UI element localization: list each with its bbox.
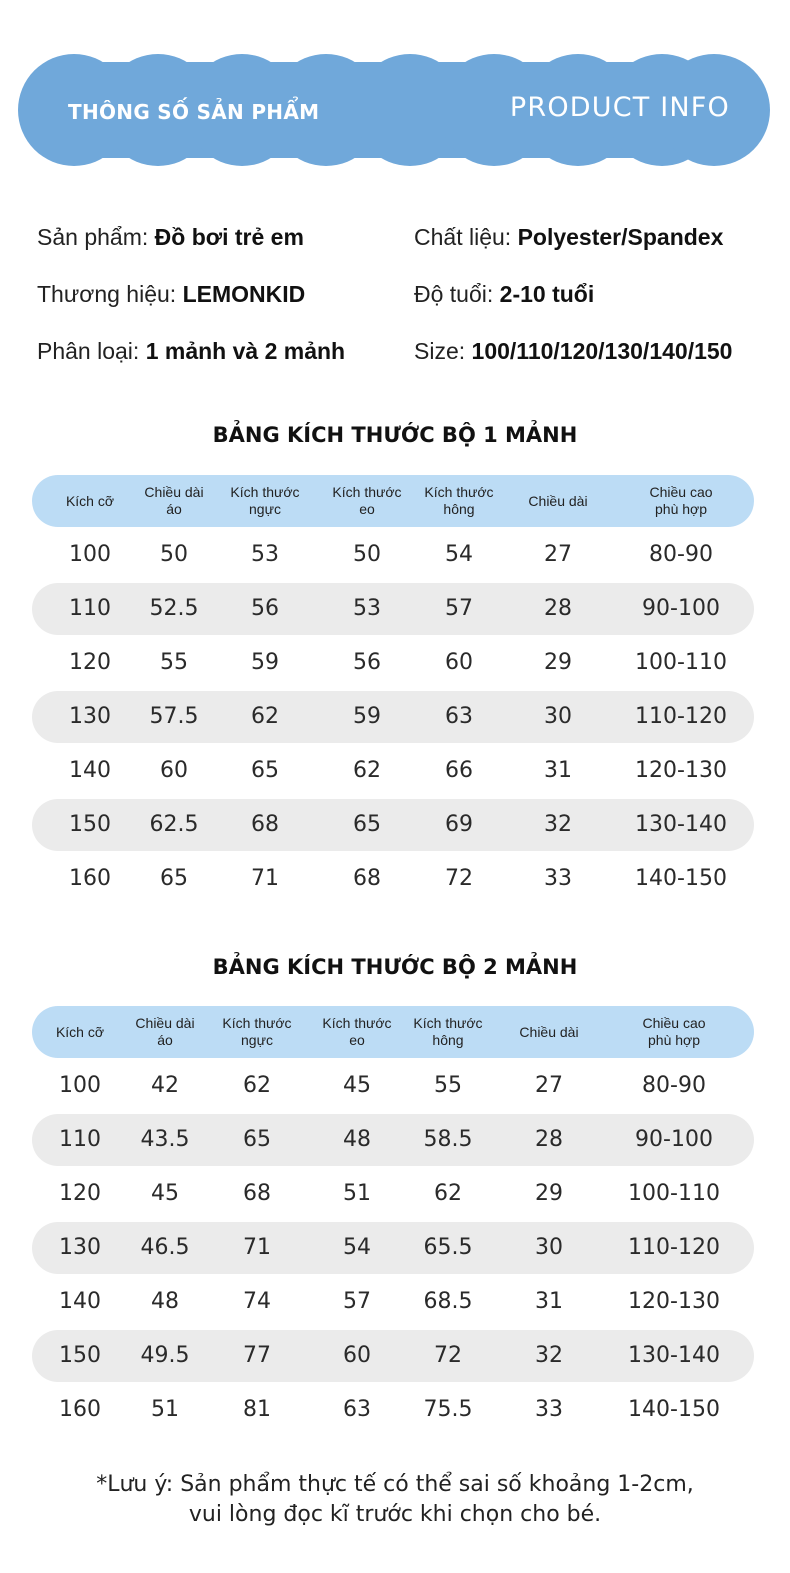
cell-waist: 65	[353, 812, 381, 837]
table-row	[32, 799, 754, 851]
info-value: Đồ bơi trẻ em	[154, 224, 304, 250]
header-hip	[413, 1006, 482, 1058]
header-line: Chiều dài	[519, 1023, 579, 1040]
cell-height: 100-110	[635, 650, 727, 675]
header-line: phù hợp	[654, 501, 708, 517]
cell-waist: 51	[343, 1181, 371, 1206]
cell-length: 31	[535, 1289, 563, 1314]
cell-chest: 68	[243, 1181, 271, 1206]
note-line-2: vui lòng đọc kĩ trước khi chọn cho bé.	[188, 1502, 602, 1527]
header-line: Chiều dài	[144, 484, 204, 500]
table-row	[32, 691, 754, 743]
cell-waist: 56	[353, 650, 381, 675]
cell-hip: 58.5	[423, 1127, 473, 1152]
info-label: Chất liệu:	[414, 224, 518, 250]
cell-chest: 62	[251, 704, 279, 729]
cell-size: 140	[69, 758, 111, 783]
cell-chest: 56	[251, 596, 279, 621]
cell-hip: 68.5	[423, 1289, 473, 1314]
cell-length: 33	[544, 866, 572, 891]
cell-size: 160	[69, 866, 111, 891]
header-line: Kích thước	[222, 1015, 292, 1031]
cell-length: 29	[535, 1181, 563, 1206]
cell-length: 30	[535, 1235, 563, 1260]
cell-top-length: 49.5	[140, 1343, 190, 1368]
cell-height: 120-130	[635, 758, 727, 783]
header-line: ngực	[241, 1032, 273, 1048]
info-value: 2-10 tuổi	[499, 281, 595, 307]
header-line: Kích thước	[230, 484, 300, 500]
cell-top-length: 60	[160, 758, 188, 783]
info-label: Sản phẩm:	[37, 224, 155, 250]
note-line-1: *Lưu ý: Sản phẩm thực tế có thể sai số khoảng 1-2cm,	[96, 1472, 694, 1497]
cell-height: 80-90	[642, 1073, 706, 1098]
cell-length: 32	[535, 1343, 563, 1368]
cell-top-length: 45	[151, 1181, 179, 1206]
table-row	[32, 637, 754, 689]
cell-waist: 53	[353, 596, 381, 621]
table-row	[32, 1330, 754, 1382]
table-row	[32, 745, 754, 797]
cell-waist: 50	[353, 542, 381, 567]
cell-size: 130	[69, 704, 111, 729]
header-line: ngực	[249, 501, 281, 517]
cell-chest: 71	[251, 866, 279, 891]
cell-size: 100	[69, 542, 111, 567]
table-row	[32, 1060, 754, 1112]
header-line: áo	[157, 1032, 173, 1048]
cell-top-length: 62.5	[149, 812, 199, 837]
table-row	[32, 1384, 754, 1436]
cell-length: 27	[544, 542, 572, 567]
cell-chest: 53	[251, 542, 279, 567]
table-1-title: BẢNG KÍCH THƯỚC BỘ 1 MẢNH	[212, 423, 578, 447]
cell-hip: 57	[445, 596, 473, 621]
cell-size: 140	[59, 1289, 101, 1314]
header-top-length	[135, 1006, 194, 1058]
info-age	[414, 281, 594, 308]
info-brand	[37, 281, 305, 308]
header-line: Chiều cao	[642, 1015, 706, 1031]
header-line: Kích thước	[413, 1015, 483, 1031]
table-row	[32, 1168, 754, 1220]
cell-hip: 65.5	[423, 1235, 473, 1260]
cell-height: 120-130	[628, 1289, 720, 1314]
cell-size: 120	[69, 650, 111, 675]
table-row	[32, 1276, 754, 1328]
cell-size: 150	[69, 812, 111, 837]
table-row	[32, 529, 754, 581]
cell-waist: 57	[343, 1289, 371, 1314]
header-height	[649, 475, 712, 527]
cell-height: 90-100	[642, 596, 720, 621]
table-row	[32, 583, 754, 635]
cell-length: 31	[544, 758, 572, 783]
cell-hip: 75.5	[423, 1397, 473, 1422]
info-label: Phân loại:	[37, 338, 146, 364]
cell-chest: 68	[251, 812, 279, 837]
info-product	[37, 224, 304, 251]
header-length	[519, 1006, 578, 1058]
product-info-banner	[0, 0, 790, 180]
cell-chest: 65	[251, 758, 279, 783]
cell-waist: 48	[343, 1127, 371, 1152]
cell-size: 160	[59, 1397, 101, 1422]
table-header	[32, 1006, 754, 1058]
size-table-1-piece	[32, 475, 754, 905]
cell-chest: 59	[251, 650, 279, 675]
header-size	[66, 475, 114, 527]
cell-top-length: 51	[151, 1397, 179, 1422]
cell-length: 28	[544, 596, 572, 621]
info-value: LEMONKID	[182, 281, 306, 307]
header-chest	[222, 1006, 291, 1058]
cell-top-length: 46.5	[140, 1235, 190, 1260]
cell-height: 90-100	[635, 1127, 713, 1152]
cell-top-length: 65	[160, 866, 188, 891]
banner-title-en: PRODUCT INFO	[509, 92, 730, 123]
header-line: Kích thước	[322, 1015, 392, 1031]
cell-top-length: 55	[160, 650, 188, 675]
table-row	[32, 1114, 754, 1166]
header-line: hông	[432, 1032, 464, 1048]
cell-chest: 77	[243, 1343, 271, 1368]
header-line: Chiều cao	[649, 484, 713, 500]
cell-size: 110	[69, 596, 111, 621]
cell-top-length: 57.5	[149, 704, 199, 729]
header-size	[56, 1006, 104, 1058]
table-row	[32, 853, 754, 905]
info-value: 1 mảnh và 2 mảnh	[145, 338, 346, 364]
cell-waist: 54	[343, 1235, 371, 1260]
cell-waist: 63	[343, 1397, 371, 1422]
header-line: Chiều dài	[135, 1015, 195, 1031]
cell-length: 29	[544, 650, 572, 675]
size-table-2-piece	[32, 1006, 754, 1436]
header-line: phù hợp	[647, 1032, 701, 1048]
cell-length: 28	[535, 1127, 563, 1152]
cell-hip: 54	[445, 542, 473, 567]
cell-size: 100	[59, 1073, 101, 1098]
header-line: eo	[359, 501, 375, 517]
cell-top-length: 52.5	[149, 596, 199, 621]
cell-top-length: 50	[160, 542, 188, 567]
table-2-title: BẢNG KÍCH THƯỚC BỘ 2 MẢNH	[212, 955, 578, 979]
header-line: hông	[443, 501, 475, 517]
header-line: Kích cỡ	[55, 1023, 105, 1040]
header-length	[528, 475, 587, 527]
cell-height: 140-150	[635, 866, 727, 891]
header-height	[642, 1006, 705, 1058]
cell-height: 130-140	[635, 812, 727, 837]
info-size	[414, 338, 732, 365]
cell-size: 150	[59, 1343, 101, 1368]
cell-length: 33	[535, 1397, 563, 1422]
cell-top-length: 48	[151, 1289, 179, 1314]
cell-chest: 62	[243, 1073, 271, 1098]
cell-size: 110	[59, 1127, 101, 1152]
cell-height: 140-150	[628, 1397, 720, 1422]
info-label: Thương hiệu:	[37, 281, 183, 307]
info-value: 100/110/120/130/140/150	[471, 338, 733, 364]
cell-waist: 59	[353, 704, 381, 729]
header-chest	[230, 475, 299, 527]
cell-waist: 45	[343, 1073, 371, 1098]
cell-height: 130-140	[628, 1343, 720, 1368]
header-hip	[424, 475, 493, 527]
cell-top-length: 42	[151, 1073, 179, 1098]
header-waist	[332, 475, 401, 527]
cell-hip: 69	[445, 812, 473, 837]
cell-top-length: 43.5	[140, 1127, 190, 1152]
header-top-length	[144, 475, 203, 527]
cell-hip: 62	[434, 1181, 462, 1206]
cell-size: 130	[59, 1235, 101, 1260]
info-material	[414, 224, 723, 251]
cell-waist: 62	[353, 758, 381, 783]
cell-height: 80-90	[649, 542, 713, 567]
cell-chest: 65	[243, 1127, 271, 1152]
info-label: Độ tuổi:	[414, 281, 500, 307]
banner-title-vi: THÔNG SỐ SẢN PHẨM	[68, 100, 320, 124]
cell-chest: 71	[243, 1235, 271, 1260]
cell-height: 100-110	[628, 1181, 720, 1206]
info-category	[37, 338, 345, 365]
header-line: Chiều dài	[528, 492, 588, 509]
cell-length: 30	[544, 704, 572, 729]
cell-hip: 63	[445, 704, 473, 729]
cell-hip: 72	[434, 1343, 462, 1368]
cell-waist: 60	[343, 1343, 371, 1368]
header-line: áo	[166, 501, 182, 517]
header-waist	[322, 1006, 391, 1058]
header-line: Kích thước	[424, 484, 494, 500]
cell-chest: 74	[243, 1289, 271, 1314]
info-label: Size:	[414, 338, 472, 364]
cell-size: 120	[59, 1181, 101, 1206]
cell-chest: 81	[243, 1397, 271, 1422]
size-note	[0, 1470, 790, 1530]
header-line: Kích thước	[332, 484, 402, 500]
cell-height: 110-120	[635, 704, 727, 729]
table-row	[32, 1222, 754, 1274]
cell-hip: 72	[445, 866, 473, 891]
cell-waist: 68	[353, 866, 381, 891]
header-line: eo	[349, 1032, 365, 1048]
cell-hip: 55	[434, 1073, 462, 1098]
info-value: Polyester/Spandex	[517, 224, 724, 250]
cell-height: 110-120	[628, 1235, 720, 1260]
cell-hip: 66	[445, 758, 473, 783]
cell-length: 32	[544, 812, 572, 837]
table-header	[32, 475, 754, 527]
header-line: Kích cỡ	[65, 492, 115, 509]
cell-length: 27	[535, 1073, 563, 1098]
cell-hip: 60	[445, 650, 473, 675]
